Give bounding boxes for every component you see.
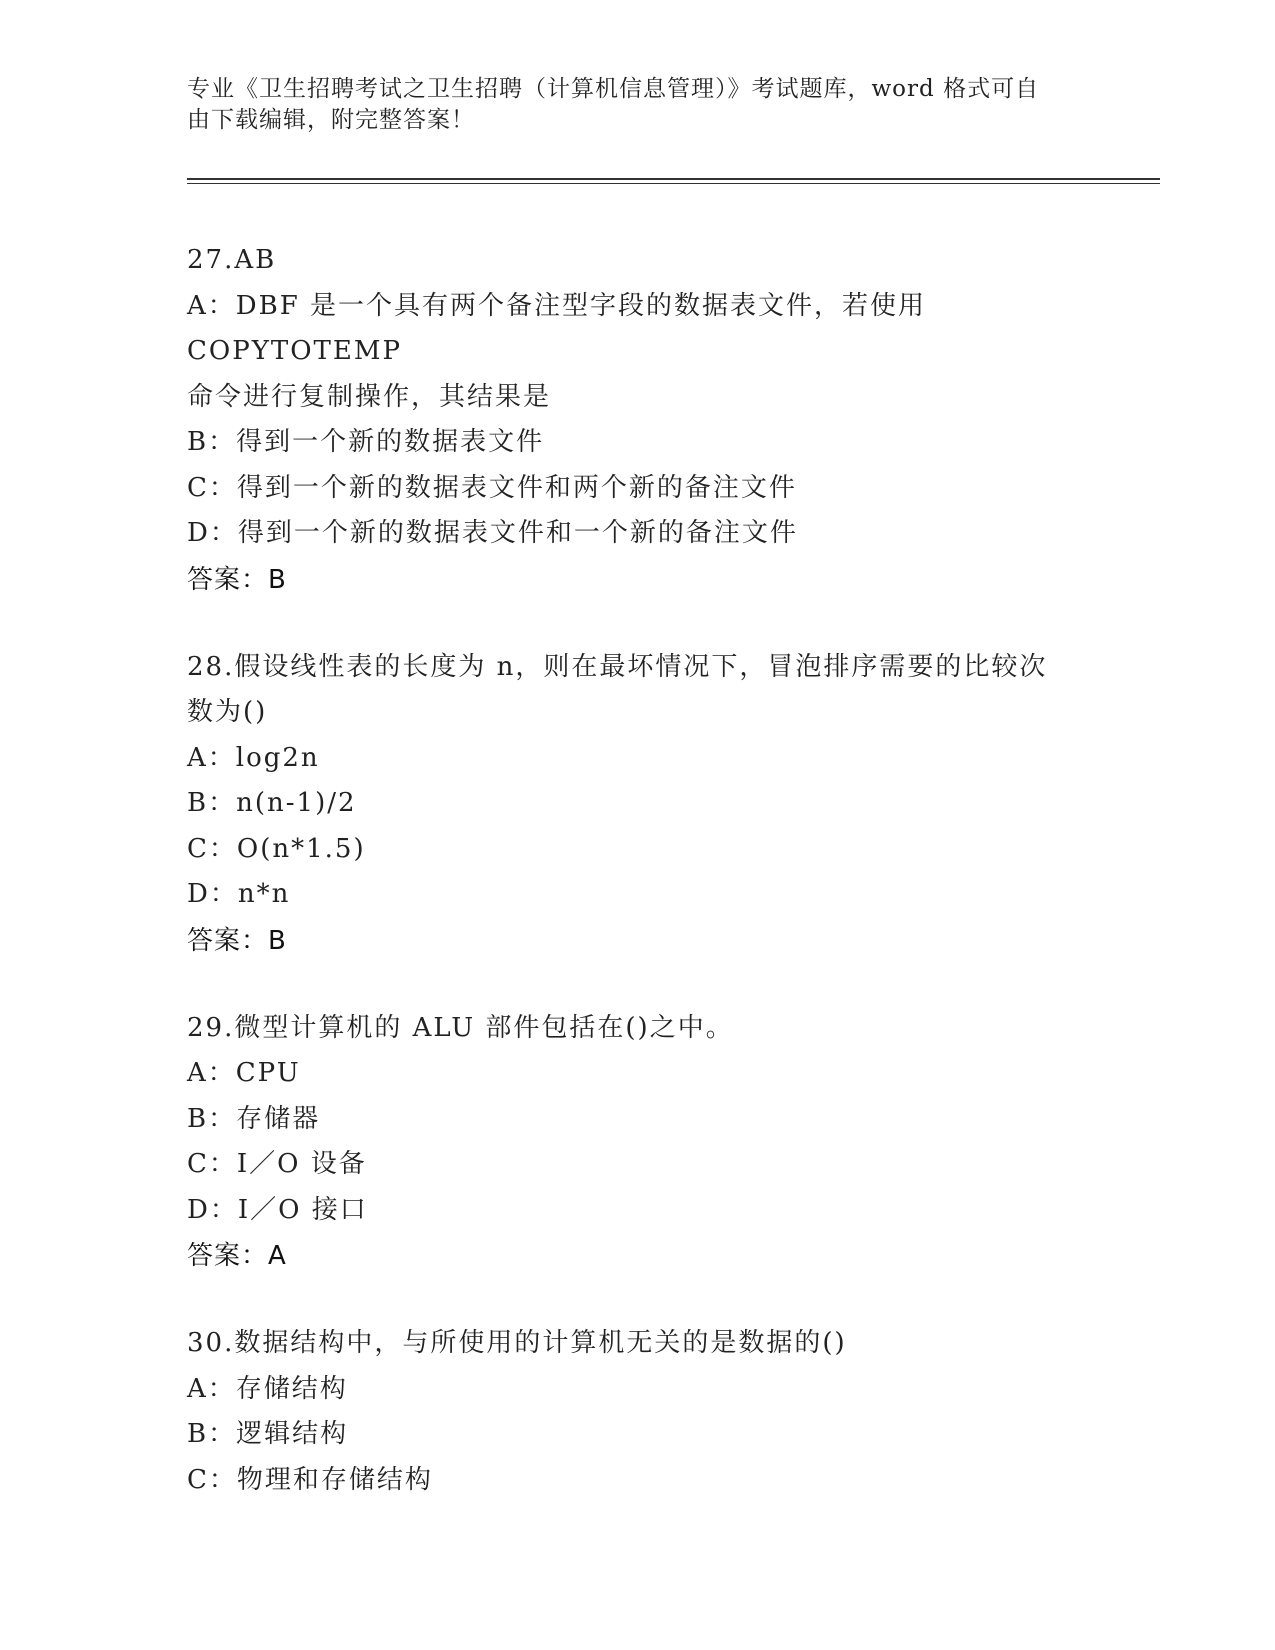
option-c: C：物理和存储结构 — [187, 1464, 433, 1495]
question-stem: 27.AB — [187, 245, 277, 275]
question-list — [187, 238, 1087, 1545]
question-30 — [187, 1321, 1087, 1503]
answer: 答案：B — [187, 925, 287, 956]
answer: 答案：A — [187, 1241, 287, 1271]
option-a-continued: 命令进行复制操作，其结果是 — [187, 381, 552, 412]
header-divider — [187, 183, 1160, 184]
option-d: D：I／O 接口 — [187, 1194, 368, 1225]
option-b: B：存储器 — [187, 1103, 321, 1134]
option-c: C：I／O 设备 — [187, 1149, 367, 1179]
document-intro — [187, 74, 1087, 136]
intro-line: 专业《卫生招聘考试之卫生招聘（计算机信息管理）》考试题库，word 格式可自 — [187, 76, 1040, 102]
option-c: C：O(n*1.5) — [187, 833, 366, 864]
answer: 答案：B — [187, 564, 287, 595]
option-a: A：log2n — [187, 742, 320, 773]
option-b: B：逻辑结构 — [187, 1419, 349, 1449]
question-stem: 29.微型计算机的 ALU 部件包括在()之中。 — [187, 1012, 734, 1043]
intro-line: 由下载编辑，附完整答案！ — [187, 107, 475, 133]
option-b: B：得到一个新的数据表文件 — [187, 427, 545, 457]
option-a: A：存储结构 — [187, 1373, 348, 1404]
option-c: C：得到一个新的数据表文件和两个新的备注文件 — [187, 472, 797, 503]
header-divider — [187, 178, 1160, 180]
option-a: A：DBF 是一个具有两个备注型字段的数据表文件，若使用 COPYTOTEMP — [187, 290, 937, 366]
option-d: D：得到一个新的数据表文件和一个新的备注文件 — [187, 518, 798, 548]
option-a: A：CPU — [187, 1058, 301, 1088]
option-d: D：n*n — [187, 879, 291, 909]
question-stem-continued: 数为() — [187, 697, 268, 727]
option-b: B：n(n-1)/2 — [187, 788, 357, 818]
question-28 — [187, 645, 1087, 964]
question-27 — [187, 238, 1087, 603]
question-stem: 28.假设线性表的长度为 n，则在最坏情况下，冒泡排序需要的比较次 — [187, 651, 1048, 682]
question-29 — [187, 1006, 1087, 1280]
question-stem: 30.数据结构中，与所使用的计算机无关的是数据的() — [187, 1328, 847, 1358]
